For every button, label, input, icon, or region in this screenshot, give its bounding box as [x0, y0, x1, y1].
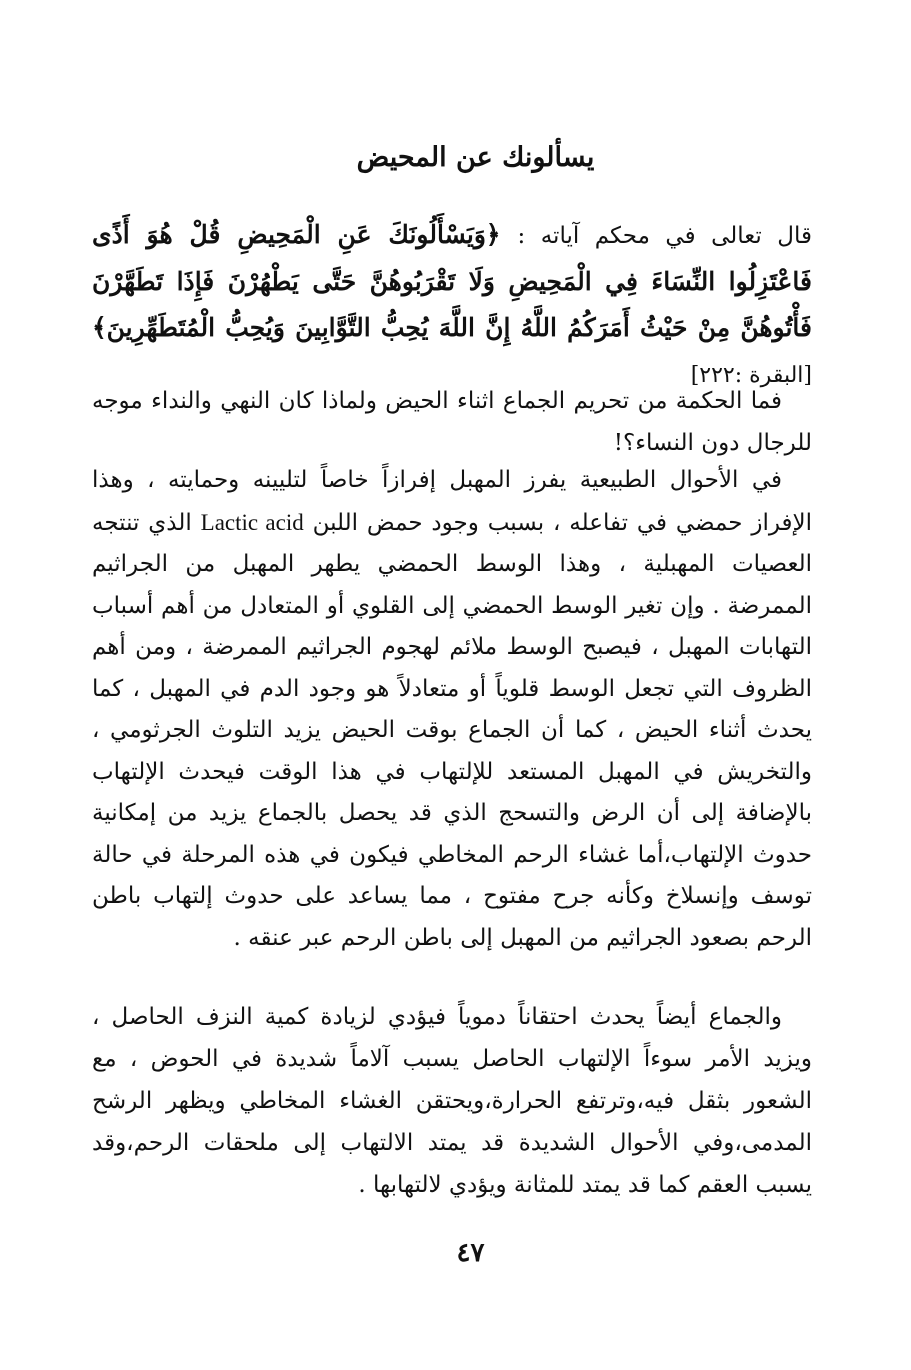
- paragraph-1: [92, 460, 812, 959]
- verse-intro: قال تعالى في محكم آياته :: [517, 223, 812, 249]
- quran-verse-block: [92, 212, 812, 399]
- page-number: ٤٧: [456, 1238, 485, 1268]
- paragraph-1-part-b: الذي تنتجه العصيات المهبلية ، وهذا الوسط الحمضي يطهر المهبل من الجراثيم الممرضة . وإن تغير الوسط الحمضي إلى القلوي أو المتعادل من أهم أسباب التهابات المهبل ، فيصبح الوسط ملائم لهجوم الجراثيم الممرضة ، ومن أهم الظروف التي تجعل الوسط قلوياً أو متعادلاً هو وجود الدم في المهبل ، كما يحدث أثناء الحيض ، كما أن الجماع بوقت الحيض يزيد التلوث الجرثومي ، والتخريش في المهبل المستعد للإلتهاب في هذا الوقت فيحدث الإلتهاب بالإضافة إلى أن الرض والتسحج الذي قد يحصل بالجماع يزيد من إمكانية حدوث الإلتهاب،أما غشاء الرحم المخاطي فيكون في هذه المرحلة في حالة توسف وإنسلاخ وكأنه جرح مفتوح ، مما يساعد على حدوث إلتهاب باطن الرحم بصعود الجراثيم من المهبل إلى باطن الرحم عبر عنقه .: [92, 509, 812, 951]
- verse-text: ﴿وَيَسْأَلُونَكَ عَنِ الْمَحِيضِ قُلْ هُوَ أَذًى فَاعْتَزِلُوا النِّسَاءَ فِي الْمَحِيضِ وَلَا تَقْرَبُوهُنَّ حَتَّى يَطْهُرْنَ فَإِذَا تَطَهَّرْنَ فَأْتُوهُنَّ مِنْ حَيْثُ أَمَرَكُمُ اللَّهُ إِنَّ اللَّهَ يُحِبُّ التَّوَّابِينَ وَيُحِبُّ الْمُتَطَهِّرِينَ﴾: [92, 220, 812, 342]
- paragraph-1-part-a: في الأحوال الطبيعية يفرز المهبل إفرازاً خاصاً لتليينه وحمايته ، وهذا الإفراز حمضي في تفاعله ، بسبب وجود حمض اللبن: [92, 467, 813, 536]
- lactic-acid-term: Lactic acid: [200, 509, 304, 535]
- question-paragraph: فما الحكمة من تحريم الجماع اثناء الحيض ولماذا كان النهي والنداء موجه للرجال دون النساء؟!: [92, 388, 812, 456]
- page-title: يسألونك عن المحيض: [356, 142, 595, 173]
- paragraph-2: والجماع أيضاً يحدث احتقاناً دموياً فيؤدي لزيادة كمية النزف الحاصل ، ويزيد الأمر سوءاً الإلتهاب الحاصل يسبب آلاماً شديدة في الحوض ، مع الشعور بثقل فيه،وترتفع الحرارة،ويحتقن الغشاء المخاطي ويظهر الرشح المدمى،وفي الأحوال الشديدة قد يمتد الالتهاب إلى ملحقات الرحم،وقد يسبب العقم كما قد يمتد للمثانة ويؤدي لالتهابها .: [92, 1004, 812, 1198]
- verse-reference: [البقرة :٢٢٢]: [690, 363, 812, 388]
